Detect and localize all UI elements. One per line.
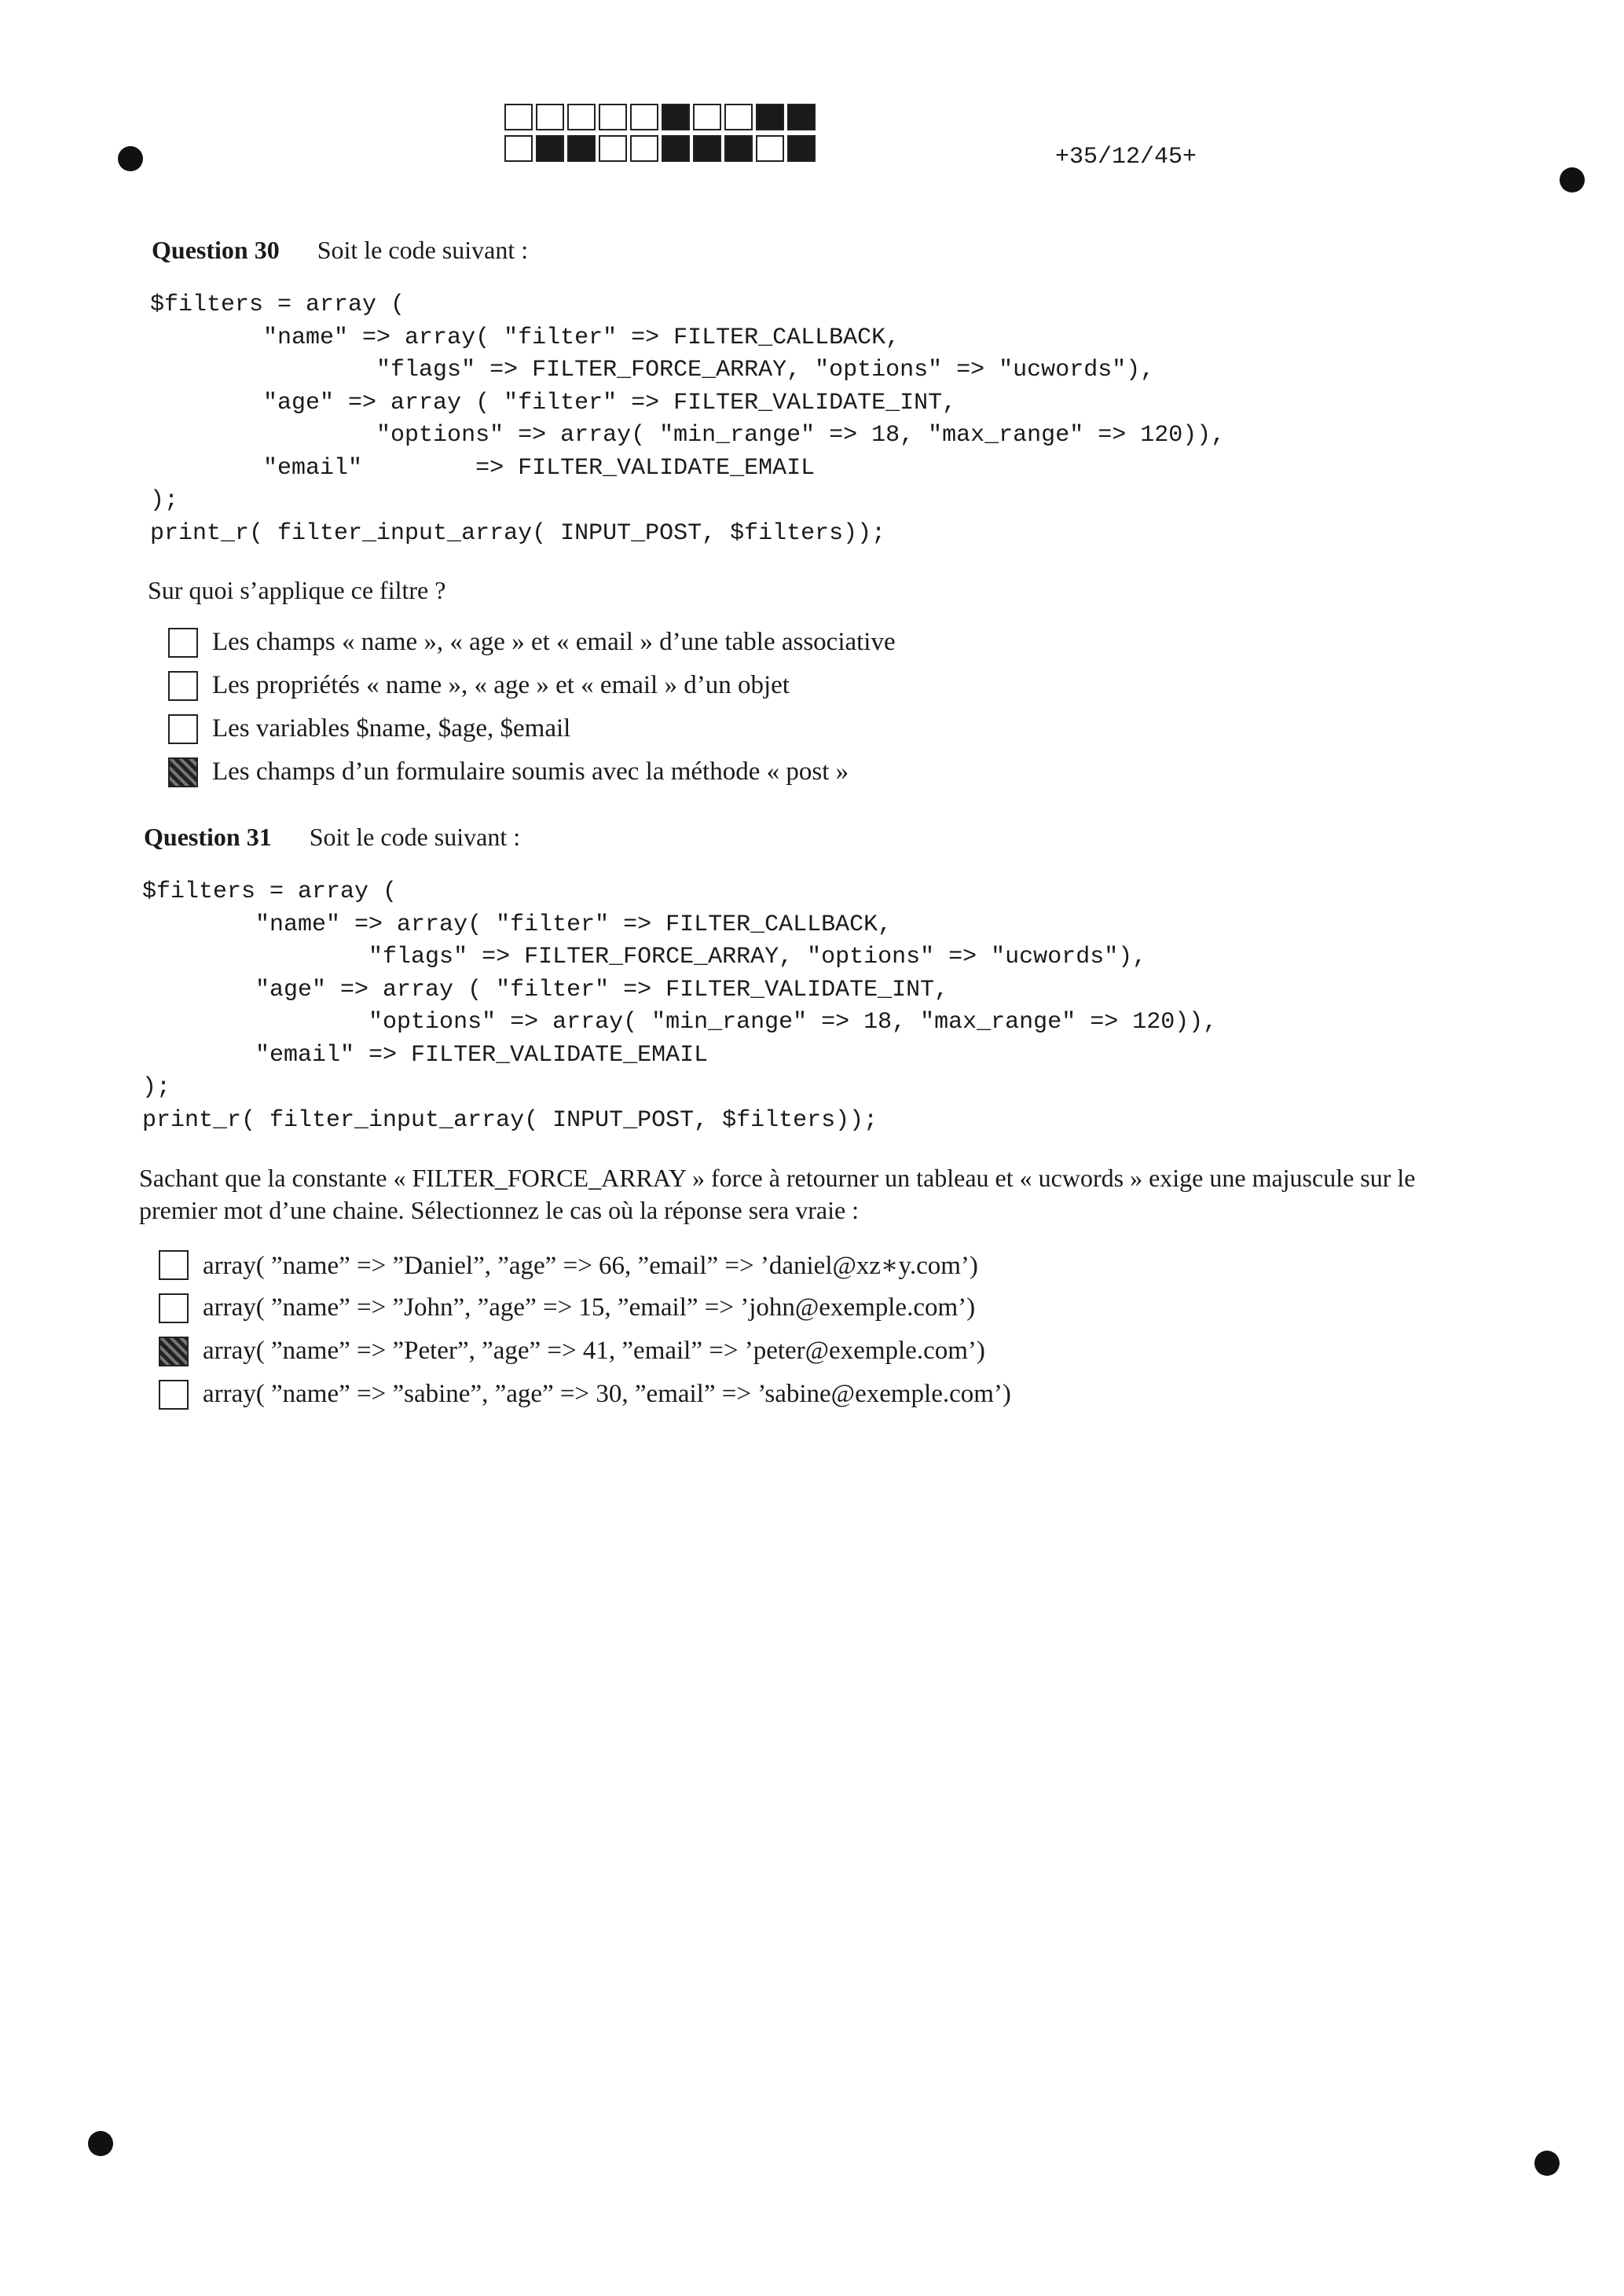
answer-option-label: Les variables $name, $age, $email	[212, 714, 571, 743]
code-line: "email" => FILTER_VALIDATE_EMAIL	[150, 454, 816, 482]
code-line: "age" => array ( "filter" => FILTER_VALIDATE_INT,	[150, 389, 957, 416]
checkbox[interactable]	[168, 714, 198, 744]
barcode-cell	[756, 135, 784, 162]
checked-checkbox[interactable]	[168, 757, 198, 787]
barcode-cell	[599, 135, 627, 162]
barcode-cell	[662, 104, 690, 130]
answer-option[interactable]	[159, 1330, 1011, 1373]
barcode-cell	[693, 104, 721, 130]
question-31-prompt-line-1: Sachant que la constante « FILTER_FORCE_ARRAY » force à retourner un tableau et « ucwords » exige une majuscule sur le	[139, 1164, 1416, 1192]
answer-option-label: Les propriétés « name », « age » et « email » d’un objet	[212, 671, 790, 699]
question-31-code	[142, 876, 1217, 1137]
code-line: $filters = array (	[150, 292, 405, 318]
question-30-heading	[152, 236, 528, 265]
code-line: print_r( filter_input_array( INPUT_POST, $filters));	[142, 1106, 878, 1134]
registration-mark-bottom-left	[88, 2131, 113, 2156]
checkbox[interactable]	[168, 628, 198, 658]
barcode-cell	[787, 135, 816, 162]
question-31-intro: Soit le code suivant :	[309, 823, 521, 851]
answer-option[interactable]	[168, 750, 896, 794]
barcode-bottom-row	[504, 135, 819, 162]
question-30-number: Question 30	[152, 236, 280, 264]
answer-option[interactable]	[159, 1243, 1011, 1286]
answer-option[interactable]	[159, 1286, 1011, 1330]
barcode-cell	[536, 104, 564, 130]
answer-option[interactable]	[168, 707, 896, 750]
barcode-cell	[724, 104, 753, 130]
checkbox[interactable]	[159, 1293, 189, 1323]
code-line: "age" => array ( "filter" => FILTER_VALIDATE_INT,	[142, 976, 949, 1003]
answer-option-label: array( ”name” => ”sabine”, ”age” => 30, ”email” => ’sabine@exemple.com’)	[203, 1380, 1011, 1408]
registration-mark-top-left	[118, 146, 143, 171]
checkbox[interactable]	[168, 671, 198, 701]
code-line: $filters = array (	[142, 878, 398, 905]
page-identifier: +35/12/45+	[1055, 144, 1197, 171]
barcode-cell	[756, 104, 784, 130]
answer-option-label: Les champs d’un formulaire soumis avec la méthode « post »	[212, 757, 849, 786]
question-30-intro: Soit le code suivant :	[317, 236, 529, 264]
checkbox[interactable]	[159, 1380, 189, 1410]
answer-option-label: array( ”name” => ”Peter”, ”age” => 41, ”email” => ’peter@exemple.com’)	[203, 1337, 985, 1365]
answer-option[interactable]	[168, 621, 896, 664]
barcode-cell	[536, 135, 564, 162]
barcode-cell	[599, 104, 627, 130]
answer-option-label: Les champs « name », « age » et « email » d’une table associative	[212, 628, 896, 656]
barcode-cell	[504, 135, 533, 162]
code-line: print_r( filter_input_array( INPUT_POST, $filters));	[150, 519, 886, 547]
registration-mark-bottom-right	[1534, 2151, 1560, 2176]
question-31-heading	[144, 823, 520, 852]
question-31-prompt-line-2: premier mot d’une chaine. Sélectionnez le cas où la réponse sera vraie :	[139, 1196, 860, 1224]
code-line: );	[142, 1074, 171, 1101]
barcode-cell	[630, 135, 658, 162]
code-line: "name" => array( "filter" => FILTER_CALLBACK,	[150, 324, 900, 351]
barcode-cell	[787, 104, 816, 130]
question-31-choices	[159, 1243, 1011, 1416]
code-line: );	[150, 487, 179, 514]
barcode-cell	[662, 135, 690, 162]
code-line: "email" => FILTER_VALIDATE_EMAIL	[142, 1041, 709, 1069]
barcode-cell	[724, 135, 753, 162]
question-30-code	[150, 289, 1225, 550]
barcode-cell	[567, 135, 596, 162]
code-line: "name" => array( "filter" => FILTER_CALLBACK,	[142, 911, 893, 938]
barcode-cell	[630, 104, 658, 130]
code-line: "options" => array( "min_range" => 18, "max_range" => 120)),	[150, 422, 1226, 449]
barcode-cell	[504, 104, 533, 130]
code-line: "flags" => FILTER_FORCE_ARRAY, "options" => "ucwords"),	[142, 944, 1147, 970]
barcode-top-row	[504, 104, 819, 130]
barcode-cell	[693, 135, 721, 162]
answer-option-label: array( ”name” => ”John”, ”age” => 15, ”email” => ’john@exemple.com’)	[203, 1293, 976, 1322]
checked-checkbox[interactable]	[159, 1337, 189, 1366]
question-31-number: Question 31	[144, 823, 272, 851]
registration-mark-top-right	[1560, 167, 1585, 193]
question-30-choices	[168, 621, 896, 794]
barcode-cell	[567, 104, 596, 130]
code-line: "options" => array( "min_range" => 18, "max_range" => 120)),	[142, 1009, 1218, 1036]
answer-option[interactable]	[159, 1373, 1011, 1416]
question-30-prompt: Sur quoi s’applique ce filtre ?	[148, 576, 446, 604]
checkbox[interactable]	[159, 1250, 189, 1280]
answer-option-label: array( ”name” => ”Daniel”, ”age” => 66, ”email” => ’daniel@xz∗y.com’)	[203, 1251, 978, 1280]
code-line: "flags" => FILTER_FORCE_ARRAY, "options" => "ucwords"),	[150, 357, 1155, 383]
answer-option[interactable]	[168, 664, 896, 707]
question-31-prompt	[139, 1162, 1416, 1227]
